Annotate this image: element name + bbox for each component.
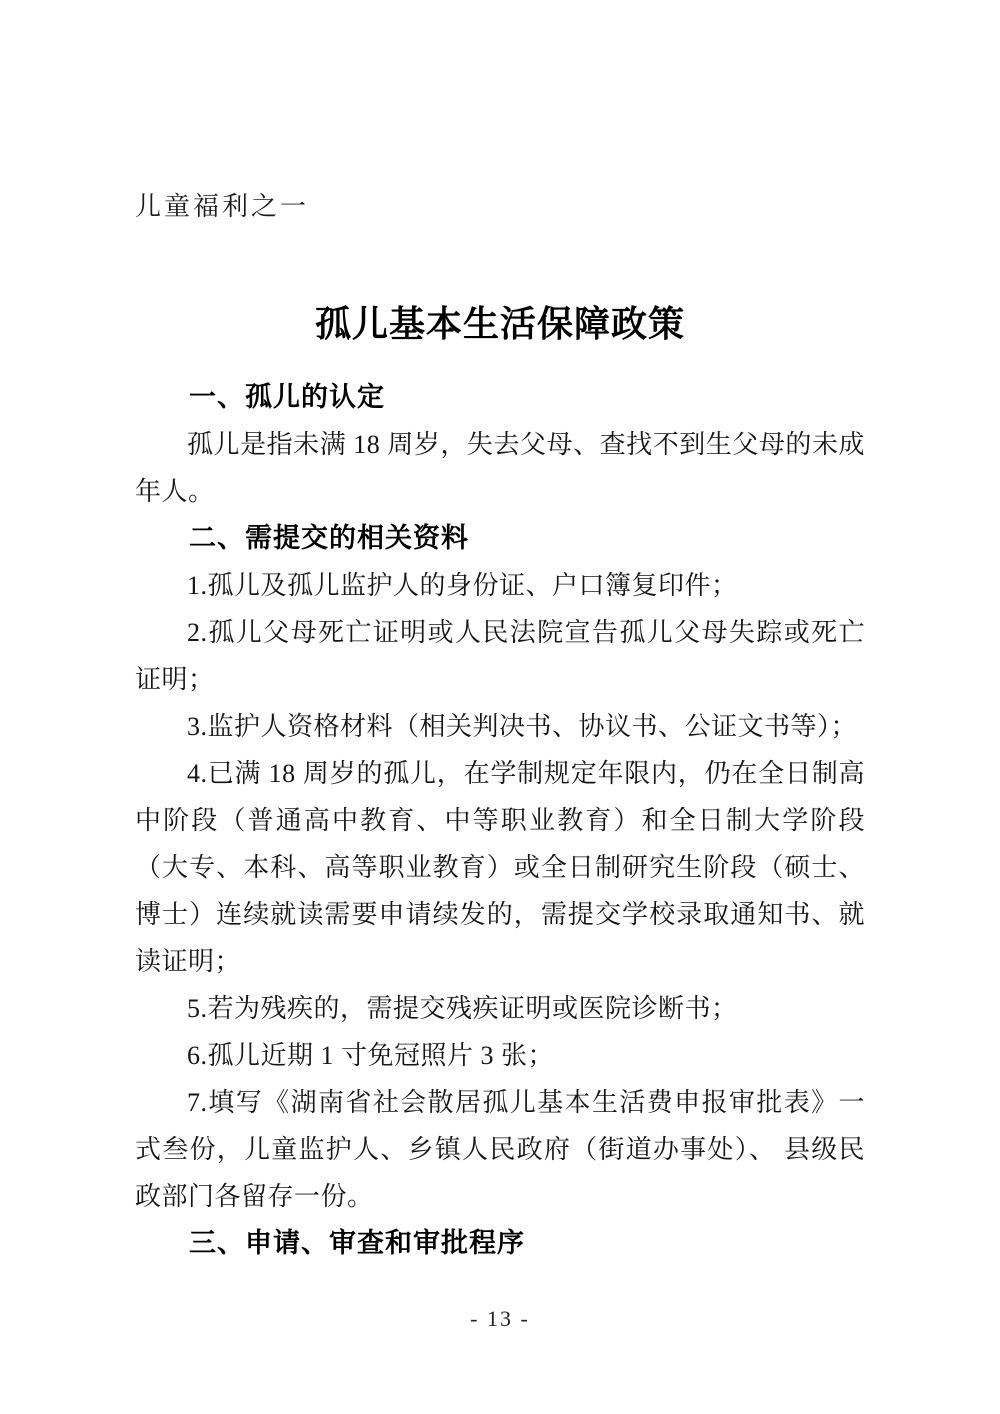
document-body — [135, 374, 865, 1267]
document-title: 孤儿基本生活保障政策 — [314, 304, 685, 345]
paragraph: 5.若为残疾的，需提交残疾证明或医院诊断书； — [187, 994, 738, 1023]
paragraph: 3.监护人资格材料（相关判决书、协议书、公证文书等）； — [187, 712, 858, 741]
section-heading: 二、需提交的相关资料 — [189, 523, 469, 553]
paragraph: 6.孤儿近期 1 寸免冠照片 3 张； — [187, 1041, 555, 1070]
page-number: - 13 - — [470, 1306, 530, 1331]
paragraph: 1.孤儿及孤儿监护人的身份证、户口簿复印件； — [187, 571, 738, 600]
section-heading: 三、申请、审查和审批程序 — [189, 1228, 525, 1258]
document-category-label: 儿童福利之一 — [135, 192, 310, 221]
paragraph: 7.填写《湖南省社会散居孤儿基本生活费申报审批表》一式叁份，儿童监护人、乡镇人民政府（街道办事处）、 县级民政部门各留存一份。 — [135, 1088, 865, 1211]
paragraph: 4.已满 18 周岁的孤儿，在学制规定年限内，仍在全日制高中阶段（普通高中教育、中等职业教育）和全日制大学阶段（大专、本科、高等职业教育）或全日制研究生阶段（硕士、博士）连续就读需要申请续发的，需提交学校录取通知书、就读证明； — [135, 759, 865, 976]
paragraph: 孤儿是指未满 18 周岁，失去父母、查找不到生父母的未成年人。 — [135, 430, 865, 506]
paragraph: 2.孤儿父母死亡证明或人民法院宣告孤儿父母失踪或死亡证明； — [135, 618, 865, 694]
section-heading: 一、孤儿的认定 — [189, 382, 385, 412]
